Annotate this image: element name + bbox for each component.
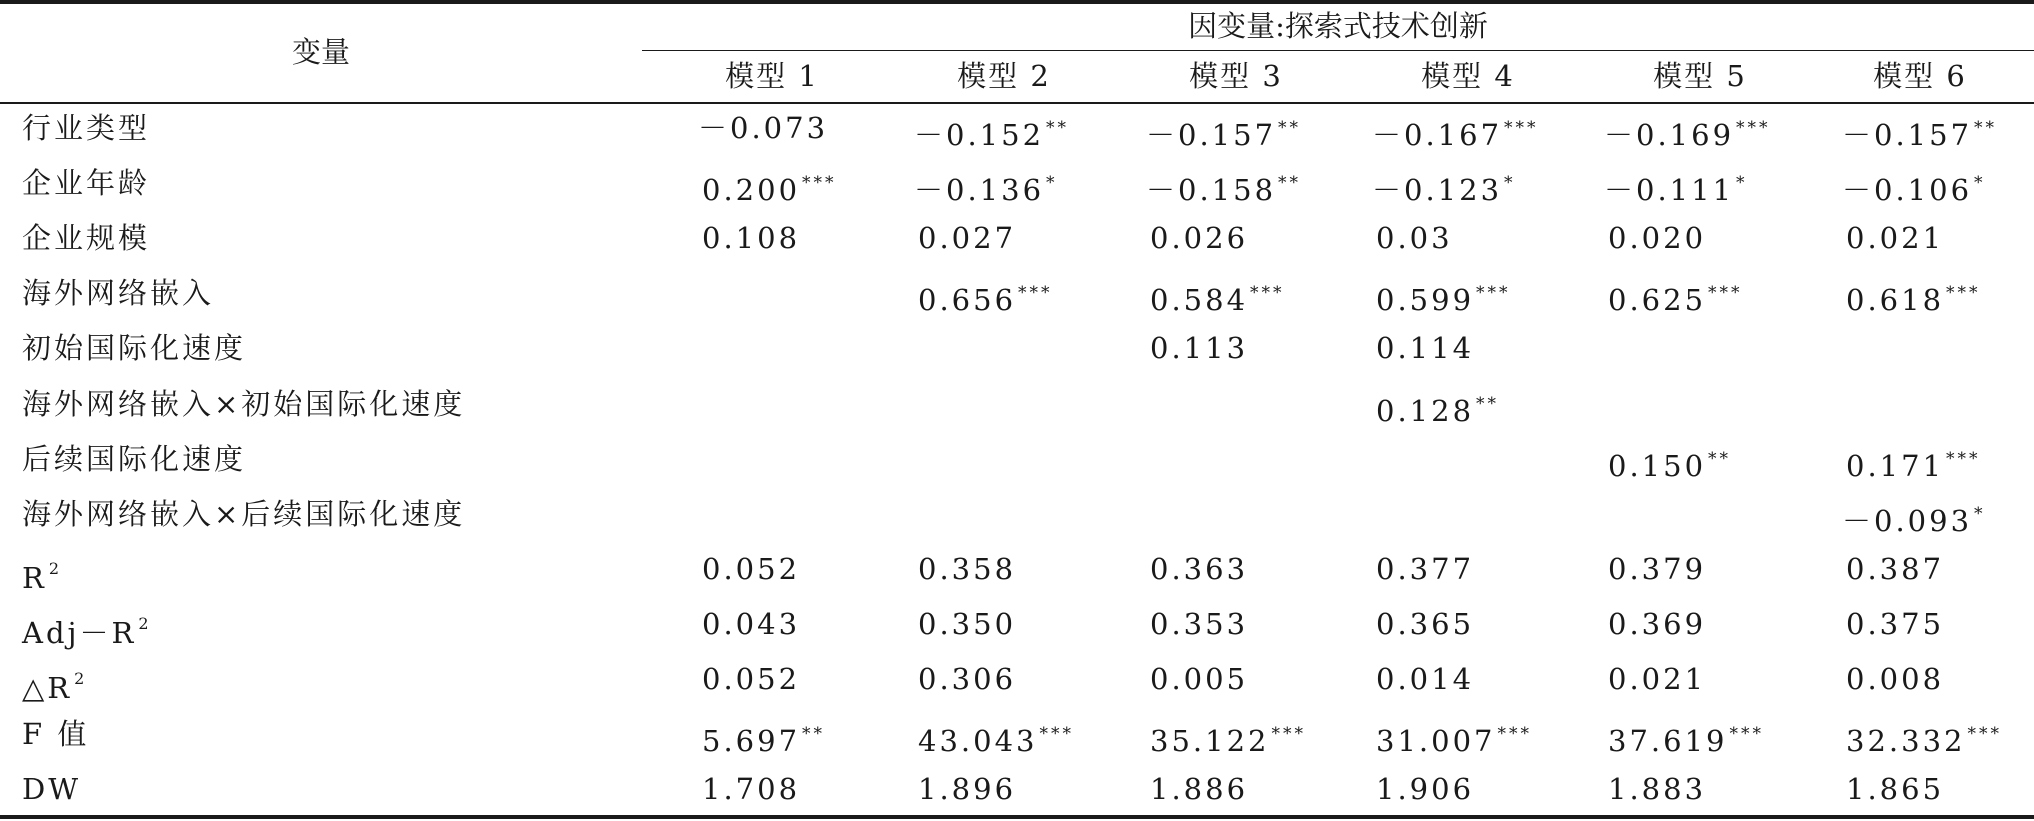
significance-stars: ***	[1250, 283, 1285, 304]
cell-value: 0.021	[1608, 662, 1707, 696]
cell-value: 0.365	[1376, 606, 1475, 641]
row-label-text: 企业年龄	[22, 166, 151, 201]
significance-stars: ***	[1039, 724, 1074, 745]
significance-stars: **	[1278, 173, 1302, 194]
table-cell	[1842, 163, 1986, 210]
model-header-4: 模型 4	[1421, 59, 1515, 93]
table-top-rule	[0, 0, 2034, 4]
cell-value: 0.379	[1608, 551, 1707, 586]
significance-stars: **	[1974, 118, 1998, 138]
row-label-text: 企业规模	[22, 221, 151, 256]
table-cell	[1372, 108, 1539, 155]
cell-value: 0.358	[918, 551, 1017, 586]
cell-value: 0.171	[1846, 448, 1945, 483]
significance-stars: *	[1974, 173, 1986, 194]
table-cell	[702, 604, 800, 644]
row-label-text: 海外网络嵌入	[22, 276, 215, 311]
cell-value: －0.158	[1146, 173, 1277, 208]
table-cell	[702, 549, 800, 589]
row-label-superscript: 2	[48, 558, 63, 578]
significance-stars: *	[1736, 173, 1748, 194]
table-cell	[1842, 494, 1986, 541]
cell-value: 0.005	[1150, 662, 1249, 696]
table-cell	[702, 769, 800, 809]
table-cell	[1846, 769, 1944, 809]
cell-value: 32.332	[1846, 724, 1966, 759]
model-header-6: 模型 6	[1873, 59, 1967, 93]
cell-value: －0.123	[1372, 173, 1503, 208]
significance-stars: ***	[1967, 724, 2002, 745]
table-cell	[1842, 108, 1997, 155]
table-cell	[1372, 163, 1516, 210]
cell-value: 43.043	[918, 724, 1038, 759]
table-cell	[1146, 108, 1301, 155]
cell-value: －0.152	[914, 118, 1045, 152]
table-cell	[1150, 273, 1285, 320]
cell-value: 0.353	[1150, 606, 1249, 641]
table-cell	[1846, 273, 1981, 320]
model-header-1: 模型 1	[725, 59, 819, 93]
row-label	[22, 549, 62, 598]
table-cell	[1150, 328, 1248, 368]
table-cell	[1376, 384, 1499, 431]
table-cell	[918, 273, 1053, 320]
significance-stars: **	[1476, 393, 1500, 414]
table-cell	[1846, 218, 1944, 258]
significance-stars: **	[802, 724, 826, 745]
cell-value: 0.656	[918, 283, 1017, 318]
table-cell	[1846, 659, 1944, 699]
row-label	[22, 769, 81, 809]
table-cell	[1376, 659, 1474, 699]
cell-value: 31.007	[1376, 724, 1496, 759]
table-cell	[1608, 218, 1706, 258]
table-cell	[1846, 439, 1981, 486]
cell-value: 0.200	[702, 173, 801, 208]
table-cell	[1376, 218, 1453, 258]
cell-value: 0.043	[702, 606, 801, 641]
significance-stars: *	[1974, 503, 1986, 524]
table-cell	[1376, 769, 1474, 809]
cell-value: 0.020	[1608, 221, 1707, 256]
cell-value: 1.886	[1150, 772, 1249, 807]
cell-value: 37.619	[1608, 724, 1728, 759]
significance-stars: ***	[1271, 724, 1306, 745]
cell-value: 0.021	[1846, 221, 1945, 256]
table-cell	[1146, 163, 1301, 210]
cell-value: 0.03	[1376, 221, 1453, 256]
cell-value: 0.052	[702, 551, 801, 586]
significance-stars: ***	[1946, 283, 1981, 304]
table-cell	[1150, 659, 1248, 699]
significance-stars: **	[1046, 118, 1070, 138]
significance-stars: ***	[802, 173, 837, 194]
row-label	[22, 659, 87, 708]
row-label-text: F 值	[22, 717, 90, 752]
table-cell	[918, 659, 1016, 699]
table-cell	[918, 218, 1016, 258]
cell-value: 0.027	[918, 221, 1017, 256]
row-label	[22, 494, 465, 534]
significance-stars: ***	[1497, 724, 1532, 745]
row-label-text: 海外网络嵌入×初始国际化速度	[22, 386, 466, 421]
row-label	[22, 163, 150, 203]
significance-stars: **	[1278, 118, 1302, 138]
cell-value: 0.114	[1376, 331, 1475, 366]
table-bottom-rule	[0, 815, 2034, 819]
significance-stars: ***	[1708, 283, 1743, 304]
model-header-3: 模型 3	[1189, 59, 1283, 93]
cell-value: 0.052	[702, 662, 801, 696]
cell-value: 0.618	[1846, 283, 1945, 318]
cell-value: 0.014	[1376, 662, 1475, 696]
cell-value: 0.584	[1150, 283, 1249, 318]
cell-value: 0.008	[1846, 662, 1945, 696]
cell-value: －0.157	[1146, 118, 1277, 152]
row-label	[22, 714, 89, 754]
table-cell	[1846, 604, 1944, 644]
cell-value: 1.883	[1608, 772, 1707, 807]
cell-value: 1.896	[918, 772, 1017, 807]
row-label-text: Adj－R	[22, 615, 137, 650]
table-cell	[702, 714, 825, 761]
cell-value: 0.599	[1376, 283, 1475, 318]
group-header-rule	[642, 50, 2034, 51]
table-cell	[918, 769, 1016, 809]
table-cell	[1604, 163, 1748, 210]
row-label-text: 行业类型	[22, 111, 151, 145]
table-cell	[1376, 273, 1511, 320]
table-cell	[1608, 604, 1706, 644]
significance-stars: ***	[1504, 118, 1539, 138]
cell-value: 0.128	[1376, 393, 1475, 428]
cell-value: 0.377	[1376, 551, 1475, 586]
table-header-rule	[0, 102, 2034, 104]
cell-value: －0.167	[1372, 118, 1503, 152]
cell-value: 0.026	[1150, 221, 1249, 256]
table-cell	[1376, 714, 1532, 761]
cell-value: 0.108	[702, 221, 801, 256]
cell-value: －0.093	[1842, 503, 1973, 538]
row-label	[22, 604, 152, 653]
row-label	[22, 328, 246, 368]
row-label-text: △R	[22, 671, 73, 705]
cell-value: 0.363	[1150, 551, 1249, 586]
cell-value: 1.865	[1846, 772, 1945, 807]
model-header-5: 模型 5	[1653, 59, 1747, 93]
table-cell	[914, 163, 1058, 210]
cell-value: －0.073	[698, 111, 829, 145]
table-cell	[1608, 549, 1706, 589]
cell-value: 0.375	[1846, 606, 1945, 641]
model-header-2: 模型 2	[957, 59, 1051, 93]
row-label-superscript: 2	[74, 669, 88, 688]
cell-value: 0.387	[1846, 551, 1945, 586]
cell-value: －0.157	[1842, 118, 1973, 152]
significance-stars: ***	[1736, 118, 1771, 138]
cell-value: －0.106	[1842, 173, 1973, 208]
row-label-superscript: 2	[138, 613, 152, 633]
table-cell	[1150, 604, 1248, 644]
significance-stars: *	[1504, 173, 1516, 194]
row-label-text: 后续国际化速度	[22, 441, 247, 476]
cell-value: －0.111	[1604, 173, 1735, 208]
table-cell	[1608, 769, 1706, 809]
table-cell	[1376, 549, 1474, 589]
row-label	[22, 108, 150, 148]
table-cell	[702, 218, 800, 258]
table-cell	[1150, 769, 1248, 809]
row-label	[22, 273, 214, 313]
cell-value: 5.697	[702, 724, 801, 759]
table-cell	[1376, 328, 1474, 368]
significance-stars: ***	[1018, 283, 1053, 304]
variable-column-header: 变量	[291, 35, 350, 69]
table-cell	[1150, 549, 1248, 589]
significance-stars: ***	[1729, 724, 1764, 745]
cell-value: 0.306	[918, 662, 1017, 696]
row-label-text: 初始国际化速度	[22, 331, 247, 366]
cell-value: 0.113	[1150, 331, 1249, 366]
cell-value: 0.350	[918, 606, 1017, 641]
table-cell	[918, 714, 1074, 761]
table-cell	[702, 163, 837, 210]
cell-value: －0.169	[1604, 118, 1735, 152]
cell-value: 1.708	[702, 772, 801, 807]
table-cell	[1150, 218, 1248, 258]
table-cell	[1608, 714, 1764, 761]
table-cell	[698, 108, 828, 148]
table-cell	[1376, 604, 1474, 644]
cell-value: －0.136	[914, 173, 1045, 208]
significance-stars: ***	[1946, 448, 1981, 469]
table-cell	[1846, 714, 2002, 761]
row-label-text: DW	[22, 772, 82, 807]
row-label-text: R	[22, 560, 47, 595]
row-label	[22, 218, 150, 258]
significance-stars: **	[1708, 448, 1732, 469]
cell-value: 0.369	[1608, 606, 1707, 641]
significance-stars: ***	[1476, 283, 1511, 304]
table-cell	[1150, 714, 1306, 761]
row-label	[22, 439, 246, 479]
row-label	[22, 384, 465, 424]
table-cell	[1604, 108, 1771, 155]
table-cell	[1608, 273, 1743, 320]
cell-value: 35.122	[1150, 724, 1270, 759]
table-cell	[702, 659, 800, 699]
table-cell	[1608, 659, 1706, 699]
table-cell	[1846, 549, 1944, 589]
table-cell	[918, 604, 1016, 644]
significance-stars: *	[1046, 173, 1058, 194]
table-cell	[914, 108, 1069, 155]
dependent-variable-header: 因变量:探索式技术创新	[1188, 9, 1488, 43]
row-label-text: 海外网络嵌入×后续国际化速度	[22, 496, 466, 531]
table-cell	[918, 549, 1016, 589]
cell-value: 0.150	[1608, 448, 1707, 483]
cell-value: 0.625	[1608, 283, 1707, 318]
cell-value: 1.906	[1376, 772, 1475, 807]
table-cell	[1608, 439, 1731, 486]
